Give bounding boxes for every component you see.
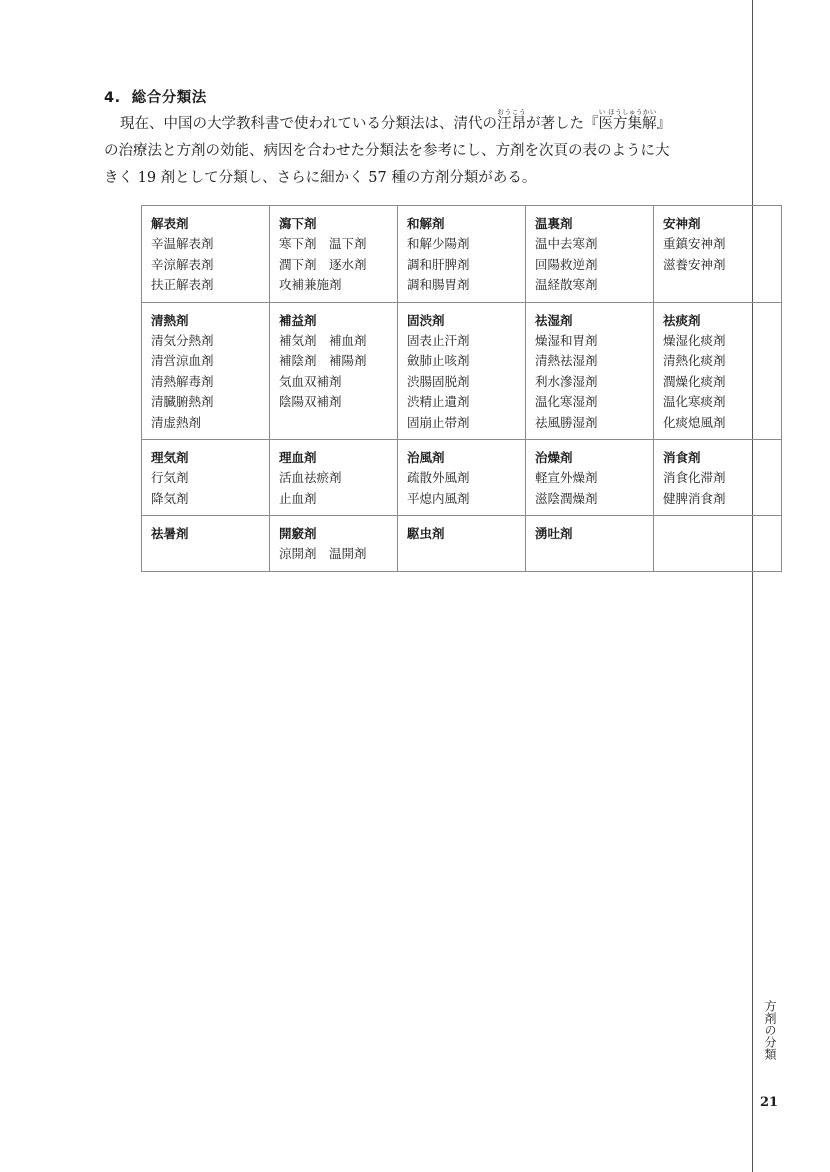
subcategory-item: 清熱化痰剤 — [663, 353, 726, 368]
category-name: 治風剤 — [407, 450, 445, 465]
table-cell — [526, 206, 654, 303]
subcategory-item: 斂肺止咳剤 — [407, 353, 470, 368]
subcategory-item: 寒下剤 温下剤 — [279, 236, 367, 251]
subcategory-item: 燥湿和胃剤 — [535, 332, 598, 348]
subcategory-item: 軽宣外燥剤 — [535, 470, 598, 485]
table-cell — [526, 302, 654, 440]
subcategory-item: 清気分熱剤 — [151, 332, 214, 348]
subcategory-item: 辛涼解表剤 — [151, 256, 214, 272]
table-row — [142, 302, 782, 440]
table-cell — [398, 516, 526, 572]
subcategory-item: 化痰熄風剤 — [663, 414, 726, 430]
table-cell — [526, 516, 654, 572]
table-cell — [142, 440, 270, 516]
subcategory-item: 涼開剤 温開剤 — [279, 546, 367, 561]
subcategory-item: 扶正解表剤 — [151, 277, 214, 292]
category-name: 消食剤 — [663, 450, 701, 465]
table-cell — [526, 440, 654, 516]
subcategory-item: 温経散寒剤 — [535, 277, 598, 292]
line1-text-b: が著した『 — [526, 116, 599, 132]
subcategory-item: 固崩止帯剤 — [407, 414, 470, 430]
table-row — [142, 206, 782, 303]
subcategory-item: 平熄内風剤 — [407, 490, 470, 506]
subcategory-item: 補気剤 補血剤 — [279, 332, 367, 348]
subcategory-item: 潤燥化痰剤 — [663, 373, 726, 389]
category-name: 補益剤 — [279, 312, 317, 328]
category-name: 安神剤 — [663, 216, 701, 231]
page-number: 21 — [760, 1095, 779, 1110]
subcategory-item: 滋養安神剤 — [663, 256, 726, 272]
subcategory-item: 補陰剤 補陽剤 — [279, 353, 367, 368]
subcategory-item: 降気剤 — [151, 490, 189, 506]
subcategory-item: 回陽救逆剤 — [535, 256, 598, 272]
category-name: 祛暑剤 — [151, 526, 189, 541]
table-cell — [398, 302, 526, 440]
section-number: 4. — [104, 90, 121, 106]
line1-text-a: 現在、中国の大学教科書で使われている分類法は、清代の — [120, 116, 497, 132]
table-cell — [270, 206, 398, 303]
category-name: 理血剤 — [279, 450, 317, 465]
subcategory-item: 清営涼血剤 — [151, 353, 214, 368]
table-cell — [398, 206, 526, 303]
ruby-reading-wang-ang: おうこう — [497, 108, 526, 116]
subcategory-item: 辛温解表剤 — [151, 236, 214, 251]
subcategory-item: 調和腸胃剤 — [407, 277, 470, 292]
subcategory-item: 健脾消食剤 — [663, 490, 726, 506]
category-name: 駆虫剤 — [407, 526, 445, 541]
subcategory-item: 渋精止遺剤 — [407, 394, 470, 409]
category-name: 和解剤 — [407, 216, 445, 231]
table-cell — [654, 440, 782, 516]
category-name: 清熱剤 — [151, 312, 189, 328]
table-cell — [654, 516, 782, 572]
category-name: 固渋剤 — [407, 312, 445, 328]
table-row — [142, 516, 782, 572]
ruby-ihoshukai — [598, 108, 657, 132]
subcategory-item: 清虚熱剤 — [151, 414, 202, 430]
category-name: 温裏剤 — [535, 216, 573, 231]
page-edge-rule — [752, 0, 753, 1172]
category-name: 開竅剤 — [279, 526, 317, 541]
subcategory-item: 清臓腑熱剤 — [151, 394, 214, 409]
category-name: 治燥剤 — [535, 450, 573, 465]
subcategory-item: 重鎮安神剤 — [663, 236, 726, 251]
subcategory-item: 攻補兼施剤 — [279, 277, 342, 292]
subcategory-item: 固表止汗剤 — [407, 332, 470, 348]
paragraph-line-3: きく 19 剤として分類し、さらに細かく 57 種の方剤分類がある。 — [104, 170, 537, 186]
subcategory-item: 活血祛瘀剤 — [279, 470, 342, 485]
ruby-reading-ihoshukai: い ほうしゅうかい — [598, 108, 657, 116]
subcategory-item: 清熱解毒剤 — [151, 373, 214, 389]
subcategory-item: 調和肝脾剤 — [407, 256, 470, 272]
ruby-wang-ang — [497, 108, 526, 132]
table-cell — [398, 440, 526, 516]
table-row — [142, 440, 782, 516]
subcategory-item: 行気剤 — [151, 470, 189, 485]
section-heading — [104, 86, 207, 107]
table-cell — [142, 302, 270, 440]
subcategory-item: 温化寒痰剤 — [663, 394, 726, 409]
chapter-side-title: 方剤の分類 — [763, 1000, 777, 1060]
line1-text-c: 』 — [656, 116, 671, 132]
category-name: 瀉下剤 — [279, 216, 317, 231]
subcategory-item: 祛風勝湿剤 — [535, 414, 598, 430]
subcategory-item: 温中去寒剤 — [535, 236, 598, 251]
category-name: 理気剤 — [151, 450, 189, 465]
subcategory-item: 消食化滞剤 — [663, 470, 726, 485]
category-name: 祛湿剤 — [535, 312, 573, 328]
subcategory-item: 温化寒湿剤 — [535, 394, 598, 409]
subcategory-item: 疏散外風剤 — [407, 470, 470, 485]
formula-classification-table — [141, 205, 782, 572]
table-cell — [142, 516, 270, 572]
table-cell — [270, 440, 398, 516]
ruby-base-ihoshukai: 医方集解 — [598, 116, 657, 132]
subcategory-item: 利水滲湿剤 — [535, 373, 598, 389]
category-name: 解表剤 — [151, 216, 189, 231]
paragraph-line-2: の治療法と方剤の効能、病因を合わせた分類法を参考にし、方剤を次頁の表のように大 — [104, 143, 670, 159]
subcategory-item: 清熱祛湿剤 — [535, 353, 598, 368]
subcategory-item: 渋腸固脱剤 — [407, 373, 470, 389]
subcategory-item: 滋陰潤燥剤 — [535, 490, 598, 506]
table-cell — [270, 516, 398, 572]
category-name: 祛痰剤 — [663, 312, 701, 328]
subcategory-item: 陰陽双補剤 — [279, 394, 342, 409]
subcategory-item: 和解少陽剤 — [407, 236, 470, 251]
subcategory-item: 燥湿化痰剤 — [663, 332, 726, 348]
table-cell — [142, 206, 270, 303]
paragraph-line-1 — [104, 108, 704, 138]
subcategory-item: 気血双補剤 — [279, 373, 342, 389]
table-cell — [654, 302, 782, 440]
section-title: 総合分類法 — [131, 90, 207, 106]
category-name: 湧吐剤 — [535, 526, 573, 541]
table-cell — [654, 206, 782, 303]
subcategory-item: 潤下剤 逐水剤 — [279, 256, 367, 272]
intro-paragraph — [104, 108, 704, 192]
table-cell — [270, 302, 398, 440]
ruby-base-wang-ang: 汪昂 — [497, 116, 526, 132]
subcategory-item: 止血剤 — [279, 490, 317, 506]
table-body — [142, 206, 782, 572]
